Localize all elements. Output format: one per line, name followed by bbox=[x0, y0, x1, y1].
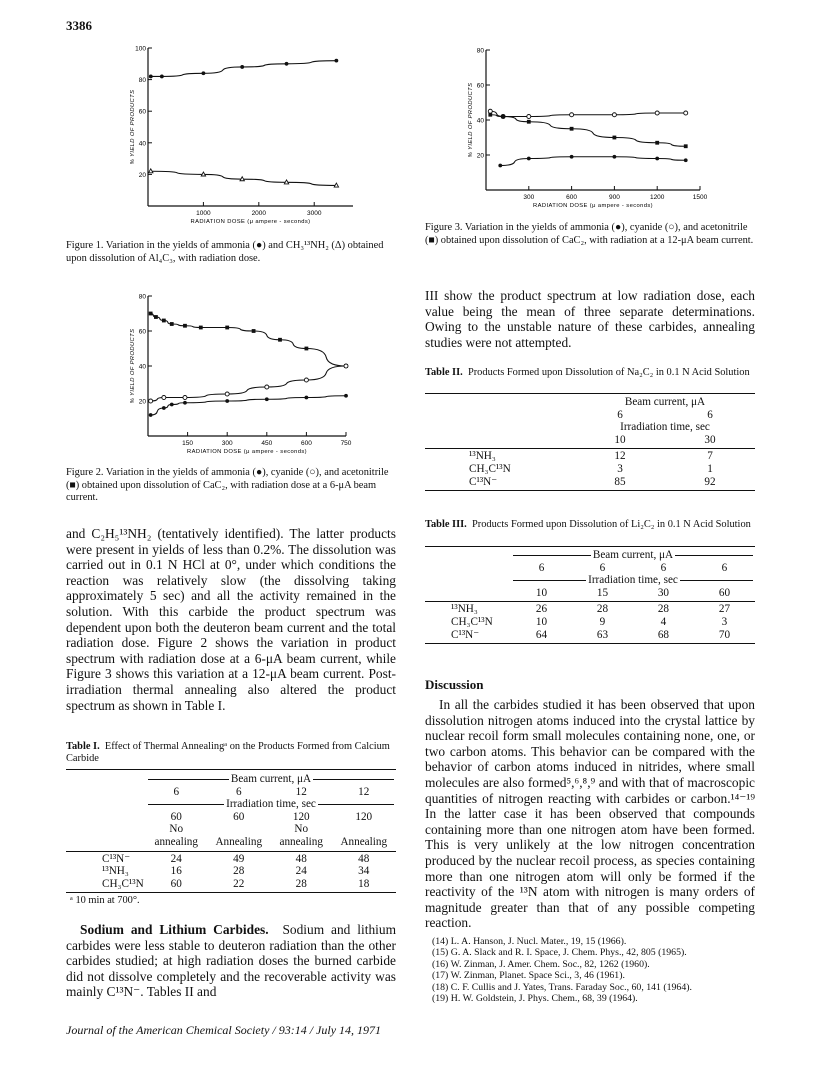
table-cell: 10 bbox=[614, 433, 626, 446]
x-axis-label: RADIATION DOSE (μ ampere - seconds) bbox=[190, 219, 311, 225]
table-1-irr-header: Irradiation time, sec bbox=[226, 798, 316, 811]
discussion-heading: Discussion bbox=[425, 677, 484, 692]
table-3-beam-header: Beam current, μA bbox=[592, 549, 674, 561]
table-3-label: Table III. bbox=[425, 519, 467, 530]
figure-2-chart bbox=[110, 290, 360, 466]
x-tick-label: 2000 bbox=[251, 210, 267, 217]
table-cell: 28 bbox=[596, 603, 609, 616]
data-point bbox=[149, 169, 153, 173]
table-cell: 7 bbox=[707, 450, 713, 463]
reference-item: (16) W. Zinman, J. Amer. Chem. Soc., 82, 1262 (1960). bbox=[432, 958, 650, 970]
data-point bbox=[162, 396, 166, 400]
right-column-paragraph bbox=[425, 288, 755, 350]
table-3-caption bbox=[425, 519, 755, 531]
table-2-top-rule bbox=[425, 393, 755, 394]
table-cell: 60 bbox=[718, 586, 731, 599]
x-tick-label: 750 bbox=[340, 440, 352, 447]
table-row bbox=[425, 450, 755, 463]
row-label: ¹³NH₃ bbox=[451, 603, 478, 616]
data-point bbox=[154, 315, 158, 319]
table-cell: 27 bbox=[718, 603, 731, 616]
table-1-footnote: ᵃ 10 min at 700°. bbox=[70, 895, 140, 907]
series-0-curve bbox=[151, 61, 337, 77]
references bbox=[432, 936, 757, 1004]
data-point bbox=[613, 155, 617, 159]
table-cell: 68 bbox=[657, 628, 670, 641]
table-cell: 48 bbox=[295, 852, 307, 865]
x-tick-label: 1500 bbox=[692, 194, 708, 201]
reference-item: (19) H. W. Goldstein, J. Phys. Chem., 68, 39 (1964). bbox=[432, 993, 638, 1005]
page-number: 3386 bbox=[66, 18, 92, 33]
y-tick-label: 40 bbox=[138, 363, 146, 371]
data-point bbox=[334, 183, 338, 187]
figure-1-chart bbox=[110, 42, 360, 232]
data-point bbox=[225, 326, 229, 330]
y-axis-label: % YIELD OF PRODUCTS bbox=[468, 82, 474, 158]
row-label: ¹³NH₃ bbox=[102, 865, 129, 878]
data-point bbox=[501, 115, 505, 119]
y-tick-label: 40 bbox=[138, 140, 146, 148]
data-point bbox=[149, 413, 153, 417]
x-tick-label: 300 bbox=[523, 194, 535, 201]
data-point bbox=[655, 157, 659, 161]
data-point bbox=[612, 113, 616, 117]
table-cell: 30 bbox=[657, 586, 670, 599]
table-row bbox=[66, 853, 396, 866]
data-point bbox=[285, 62, 289, 66]
data-point bbox=[162, 319, 166, 323]
table-cell: Annealing bbox=[340, 835, 388, 848]
data-point bbox=[265, 385, 269, 389]
row-label: CH₃C¹³N bbox=[451, 615, 493, 628]
y-tick-label: 60 bbox=[138, 328, 146, 336]
data-point bbox=[344, 394, 348, 398]
row-label: CH₃C¹³N bbox=[102, 877, 144, 890]
table-cell: 12 bbox=[295, 785, 307, 798]
y-tick-label: 100 bbox=[135, 45, 146, 53]
data-point bbox=[199, 326, 203, 330]
data-point bbox=[170, 403, 174, 407]
table-2 bbox=[425, 396, 755, 491]
discussion-paragraph bbox=[425, 697, 755, 931]
reference-item: (14) L. A. Hanson, J. Nucl. Mater., 19, 15 (1966). bbox=[432, 936, 627, 947]
table-cell: 16 bbox=[170, 865, 182, 878]
table-cell: 24 bbox=[170, 852, 182, 865]
reference-item: (18) C. F. Cullis and J. Yates, Trans. Faraday Soc., 60, 141 (1964). bbox=[432, 981, 692, 993]
data-point bbox=[684, 111, 688, 115]
table-cell: 92 bbox=[704, 475, 716, 488]
table-cell: 6 bbox=[235, 785, 242, 798]
data-point bbox=[149, 312, 153, 316]
row-label: ¹³NH₃ bbox=[469, 450, 496, 463]
table-2-caption bbox=[425, 367, 755, 379]
y-tick-label: 80 bbox=[138, 293, 146, 301]
table-cell bbox=[332, 823, 397, 836]
data-point bbox=[265, 397, 269, 401]
row-label: C¹³N⁻ bbox=[469, 475, 498, 488]
table-cell: 48 bbox=[358, 852, 370, 865]
table-cell: 63 bbox=[596, 628, 609, 641]
data-point bbox=[334, 59, 338, 63]
x-tick-label: 150 bbox=[182, 440, 194, 447]
data-point bbox=[344, 364, 348, 368]
y-axis-label: % YIELD OF PRODUCTS bbox=[130, 328, 136, 404]
table-cell: 10 bbox=[535, 586, 548, 599]
table-cell: 34 bbox=[358, 865, 370, 878]
table-cell: 3 bbox=[721, 615, 728, 628]
table-cell: 30 bbox=[704, 433, 716, 446]
table-3-irr-header: Irradiation time, sec bbox=[588, 574, 678, 587]
table-row bbox=[425, 476, 755, 489]
data-point bbox=[655, 111, 659, 115]
table-cell: 85 bbox=[614, 475, 626, 488]
table-cell: 9 bbox=[599, 615, 606, 628]
series-1-curve bbox=[151, 366, 346, 401]
table-cell: 28 bbox=[233, 865, 245, 878]
data-point bbox=[240, 65, 244, 69]
sodium-lithium-paragraph bbox=[66, 922, 396, 1000]
table-cell: 18 bbox=[358, 877, 370, 890]
table-cell: 1 bbox=[707, 462, 713, 475]
y-tick-label: 20 bbox=[138, 171, 146, 179]
data-point bbox=[570, 155, 574, 159]
body-paragraph: Sodium and lithium carbides were less stable to deuteron radiation than the other carbides studied; at high radiation doses the burned carbide did not dissolve completely and the recoverable activity was mainly C¹³N⁻. Tables II and bbox=[66, 922, 396, 1000]
table-1-caption bbox=[66, 741, 396, 765]
table-3-title: Products Formed upon Dissolution of Li₂C₂ in 0.1 N Acid Solution bbox=[471, 519, 751, 530]
data-point bbox=[201, 172, 205, 176]
table-cell: 64 bbox=[535, 628, 548, 641]
table-1-beam-header: Beam current, μA bbox=[230, 773, 312, 785]
table-cell: 6 bbox=[707, 408, 713, 421]
table-row bbox=[425, 629, 755, 642]
data-point bbox=[225, 399, 229, 403]
data-point bbox=[527, 157, 531, 161]
table-3 bbox=[425, 549, 755, 644]
table-row bbox=[425, 603, 755, 616]
table-cell: 6 bbox=[599, 561, 606, 574]
x-axis-label: RADIATION DOSE (μ ampere - seconds) bbox=[187, 449, 307, 455]
table-cell: 10 bbox=[535, 615, 548, 628]
data-point bbox=[149, 75, 153, 79]
x-tick-label: 900 bbox=[608, 194, 620, 201]
y-tick-label: 80 bbox=[138, 77, 146, 85]
data-point bbox=[488, 113, 492, 117]
figure-1-caption: Figure 1. Variation in the yields of ammonia (●) and CH₃¹³NH₂ (Δ) obtained upon dissolution of Al₄C₃, with radiation dose. bbox=[66, 240, 384, 264]
table-cell: No bbox=[169, 823, 184, 836]
table-cell bbox=[207, 823, 271, 836]
x-tick-label: 300 bbox=[221, 440, 233, 447]
data-point bbox=[183, 396, 187, 400]
table-cell: 4 bbox=[660, 615, 667, 628]
data-point bbox=[684, 144, 688, 148]
table-2-bottom-rule bbox=[425, 490, 755, 491]
y-tick-label: 40 bbox=[476, 117, 484, 125]
figure-3-caption: Figure 3. Variation in the yields of ammonia (●), cyanide (○), and acetonitrile (■) obtained upon dissolution of CaC₂, with radiation at a 12-μA beam current. bbox=[425, 222, 754, 246]
table-cell: annealing bbox=[279, 835, 323, 848]
data-point bbox=[278, 338, 282, 342]
table-cell: 28 bbox=[657, 603, 670, 616]
table-3-top-rule bbox=[425, 546, 755, 547]
row-label: C¹³N⁻ bbox=[102, 852, 131, 865]
table-cell: 24 bbox=[295, 865, 307, 878]
reference-item: (17) W. Zinman, Planet. Space Sci., 3, 46 (1961). bbox=[432, 970, 625, 982]
x-tick-label: 450 bbox=[261, 440, 273, 447]
table-cell: 60 bbox=[233, 810, 245, 823]
data-point bbox=[655, 141, 659, 145]
x-tick-label: 3000 bbox=[306, 210, 322, 217]
data-point bbox=[170, 322, 174, 326]
table-cell: 120 bbox=[292, 810, 310, 823]
table-cell: 70 bbox=[718, 628, 731, 641]
data-point bbox=[160, 75, 164, 79]
data-point bbox=[149, 399, 153, 403]
row-label: CH₃C¹³N bbox=[469, 462, 511, 475]
table-cell: 15 bbox=[596, 586, 609, 599]
table-row bbox=[425, 463, 755, 476]
table-2-title: Products Formed upon Dissolution of Na₂C₂ in 0.1 N Acid Solution bbox=[467, 367, 750, 378]
data-point bbox=[284, 180, 288, 184]
data-point bbox=[613, 136, 617, 140]
y-tick-label: 20 bbox=[476, 152, 484, 160]
x-axis-label: RADIATION DOSE (μ ampere - seconds) bbox=[533, 203, 653, 209]
table-cell: 60 bbox=[170, 810, 182, 823]
data-point bbox=[252, 329, 256, 333]
data-point bbox=[225, 392, 229, 396]
x-tick-label: 600 bbox=[300, 440, 312, 447]
table-cell: 6 bbox=[173, 785, 180, 798]
data-point bbox=[527, 115, 531, 119]
y-tick-label: 60 bbox=[138, 108, 146, 116]
table-cell: 49 bbox=[233, 852, 245, 865]
table-3-bottom-rule bbox=[425, 643, 755, 644]
table-cell: annealing bbox=[154, 835, 198, 848]
body-paragraph: III show the product spectrum at low radiation dose, each value being the mean of three separate determinations. Owing to the unstable nature of these carbides, annealing studies were not attempted. bbox=[425, 288, 755, 350]
journal-footer: Journal of the American Chemical Society / 93:14 / July 14, 1971 bbox=[66, 1023, 382, 1037]
section-heading: Sodium and Lithium Carbides. bbox=[80, 922, 269, 937]
table-2-beam-header: Beam current, μA bbox=[624, 396, 706, 408]
row-label: C¹³N⁻ bbox=[451, 628, 480, 641]
data-point bbox=[684, 158, 688, 162]
left-column-paragraph bbox=[66, 526, 396, 713]
series-2-curve bbox=[151, 396, 346, 415]
table-cell: 26 bbox=[535, 603, 548, 616]
y-axis-label: % YIELD OF PRODUCTS bbox=[130, 89, 136, 165]
data-point bbox=[162, 406, 166, 410]
data-point bbox=[498, 164, 502, 168]
table-cell: Annealing bbox=[215, 835, 263, 848]
data-point bbox=[183, 324, 187, 328]
table-cell: No bbox=[294, 823, 309, 836]
data-point bbox=[488, 109, 492, 113]
x-tick-label: 1000 bbox=[196, 210, 211, 217]
table-cell: 120 bbox=[355, 810, 373, 823]
table-row bbox=[425, 616, 755, 629]
table-1-top-rule bbox=[66, 769, 396, 770]
x-tick-label: 1200 bbox=[649, 194, 665, 201]
body-paragraph: In all the carbides studied it has been observed that upon dissolution nitrogen atoms induced into the crystal lattice by nuclear recoil form small molecules containing none, one, or two carbon atoms. This behavior can be compared with the behavior of carbon atoms induced in nitrides, where small molecules are also formed⁵,⁶,⁸,⁹ and with that of macroscopic quantities of nitrogen reacting with carbides or carbon.¹⁴⁻¹⁹ In the latter case it has been observed that compounds containing more than one nitrogen atom have been formed. This is very unlikely at the low nitrogen concentration produced by the nuclear recoil process, as species containing more than one nitrogen atom will only be formed if the reactivity of the ¹³N atom with nitrogen is many orders of magnitude greater than that of any possible competing reaction. bbox=[425, 697, 755, 931]
table-row bbox=[66, 878, 396, 891]
y-tick-label: 20 bbox=[138, 398, 146, 406]
reference-item: (15) G. A. Slack and R. I. Space, J. Chem. Phys., 42, 805 (1965). bbox=[432, 947, 687, 959]
table-cell: 60 bbox=[170, 877, 182, 890]
data-point bbox=[304, 378, 308, 382]
table-cell: 6 bbox=[538, 561, 545, 574]
data-point bbox=[527, 120, 531, 124]
data-point bbox=[570, 113, 574, 117]
data-point bbox=[202, 71, 206, 75]
table-1-label: Table I. bbox=[66, 741, 100, 752]
table-cell: 12 bbox=[358, 785, 370, 798]
table-1-title: Effect of Thermal Annealingᵃ on the Products Formed from Calcium Carbide bbox=[66, 741, 390, 764]
y-tick-label: 80 bbox=[476, 47, 484, 55]
table-cell: 6 bbox=[660, 561, 667, 574]
figure-2-caption: Figure 2. Variation in the yields of ammonia (●), cyanide (○), and acetonitrile (■) obtained upon dissolution of CaC₂, with radiation dose at a 6-μA beam current. bbox=[66, 467, 389, 503]
data-point bbox=[305, 347, 309, 351]
table-cell: 6 bbox=[721, 561, 728, 574]
table-2-label: Table II. bbox=[425, 367, 463, 378]
table-row bbox=[66, 865, 396, 878]
data-point bbox=[240, 177, 244, 181]
table-2-irr-header: Irradiation time, sec bbox=[620, 421, 710, 434]
body-paragraph: and C₂H₅¹³NH₂ (tentatively identified). The latter products were present in yields of less than 0.2%. The dissolution was carried out in 0.1 N HCl at 0°, under which conditions the reaction was relatively slow (the dissolving taking approximately 5 sec) and all the activity remained in the solution. With this carbide the product spectrum was dependent upon both the deuteron beam current and the total radiation dose. Figure 2 shows the variation in product spectrum with radiation dose at a 6-μA beam current, while Figure 3 shows this variation at a 12-μA beam current. Post-irradiation thermal annealing also altered the product spectrum as shown in Table I. bbox=[66, 526, 396, 713]
data-point bbox=[183, 401, 187, 405]
data-point bbox=[305, 396, 309, 400]
table-cell: 28 bbox=[295, 877, 307, 890]
table-cell: 6 bbox=[617, 408, 623, 421]
data-point bbox=[570, 127, 574, 131]
table-cell: 12 bbox=[614, 450, 626, 463]
table-1-bottom-rule bbox=[66, 892, 396, 893]
table-1 bbox=[66, 773, 396, 907]
x-tick-label: 600 bbox=[566, 194, 578, 201]
figure-3-chart bbox=[462, 42, 712, 217]
table-cell: 3 bbox=[617, 462, 623, 475]
table-cell: 22 bbox=[233, 877, 245, 890]
y-tick-label: 60 bbox=[476, 82, 484, 90]
series-0-curve bbox=[151, 314, 346, 367]
